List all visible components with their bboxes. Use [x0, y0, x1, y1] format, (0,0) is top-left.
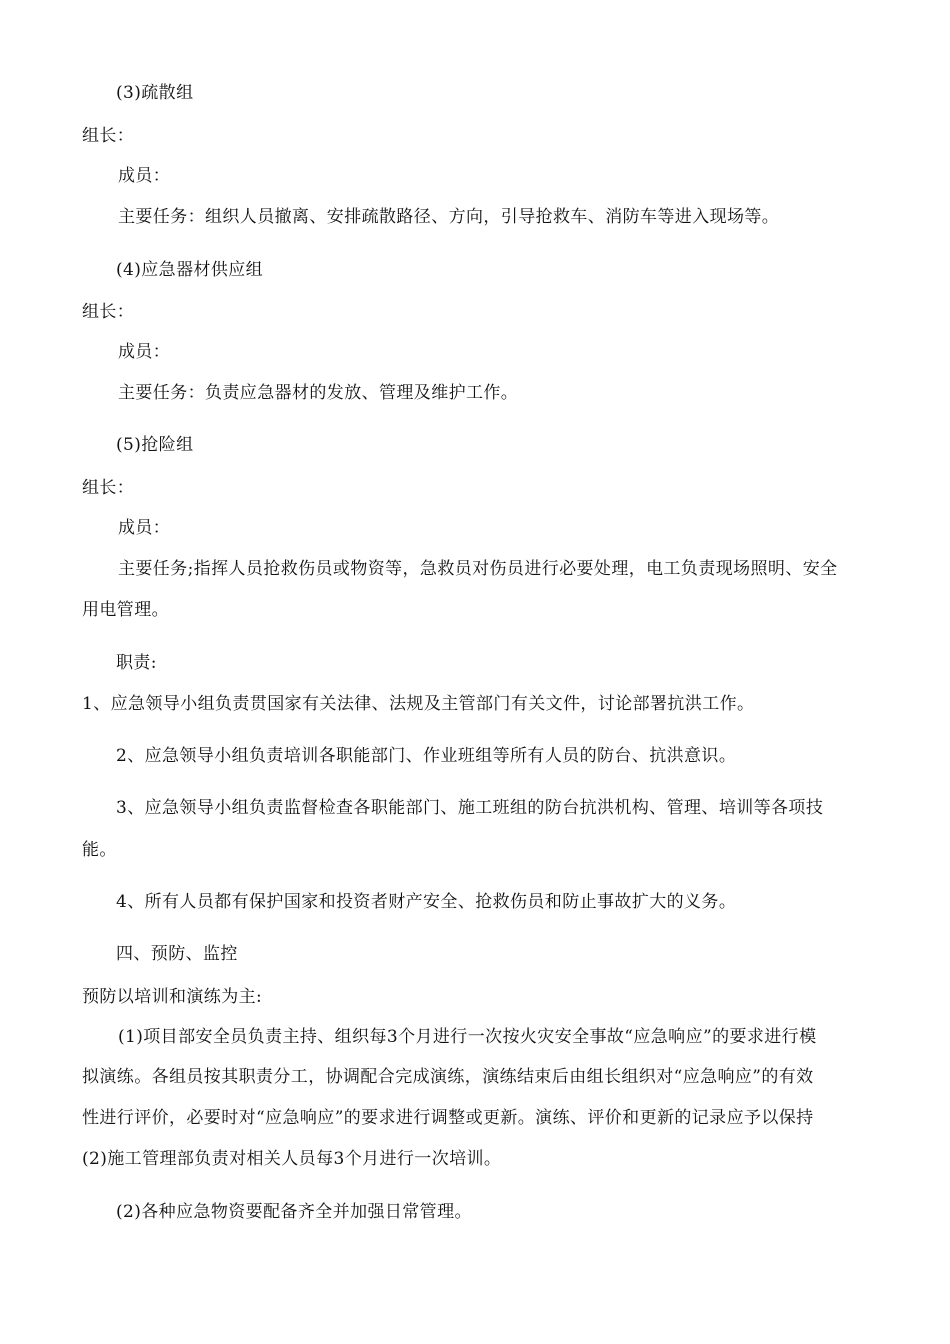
group-leader-line: 组长：	[82, 302, 135, 322]
prevention-paragraph-line: (1)项目部安全员负责主持、组织每3个月进行一次按火灾安全事故“应急响应”的要求进行模	[118, 1027, 817, 1047]
prevention-paragraph-line: 性进行评价，必要时对“应急响应”的要求进行调整或更新。演练、评价和更新的记录应予以保持	[82, 1108, 814, 1128]
prevention-item: (2)各种应急物资要配备齐全并加强日常管理。	[116, 1202, 472, 1222]
duty-item: 4、所有人员都有保护国家和投资者财产安全、抢救伤员和防止事故扩大的义务。	[116, 892, 737, 912]
main-task-line: 主要任务：负责应急器材的发放、管理及维护工作。	[118, 383, 519, 403]
group-members-line: 成员：	[118, 342, 171, 362]
group-leader-line: 组长：	[82, 126, 135, 146]
prevention-paragraph-line: (2)施工管理部负责对相关人员每3个月进行一次培训。	[82, 1149, 502, 1169]
prevention-paragraph-line: 拟演练。各组员按其职责分工，协调配合完成演练，演练结束后由组长组织对“应急响应”的有效	[82, 1067, 814, 1087]
section-title-evacuation-group: (3)疏散组	[116, 83, 194, 103]
section-title-rescue-group: (5)抢险组	[116, 435, 194, 455]
duty-item: 3、应急领导小组负责监督检查各职能部门、施工班组的防台抗洪机构、管理、培训等各项技	[116, 798, 824, 818]
duties-heading: 职责:	[116, 653, 157, 673]
group-leader-line: 组长：	[82, 478, 135, 498]
main-task-line: 主要任务;指挥人员抢救伤员或物资等，急救员对伤员进行必要处理，电工负责现场照明、安全	[118, 559, 838, 579]
duty-item-continued: 能。	[82, 840, 117, 860]
duty-item: 1、应急领导小组负责贯国家有关法律、法规及主管部门有关文件，讨论部署抗洪工作。	[82, 694, 755, 714]
section-heading-prevention-monitoring: 四、预防、监控	[116, 944, 238, 964]
group-members-line: 成员：	[118, 166, 171, 186]
group-members-line: 成员：	[118, 518, 171, 538]
main-task-line-continued: 用电管理。	[82, 600, 169, 620]
duty-item: 2、应急领导小组负责培训各职能部门、作业班组等所有人员的防台、抗洪意识。	[116, 746, 737, 766]
section-title-equipment-supply-group: (4)应急器材供应组	[116, 260, 264, 280]
main-task-line: 主要任务：组织人员撤离、安排疏散路径、方向，引导抢救车、消防车等进入现场等。	[118, 207, 780, 227]
prevention-intro: 预防以培训和演练为主:	[82, 987, 263, 1007]
